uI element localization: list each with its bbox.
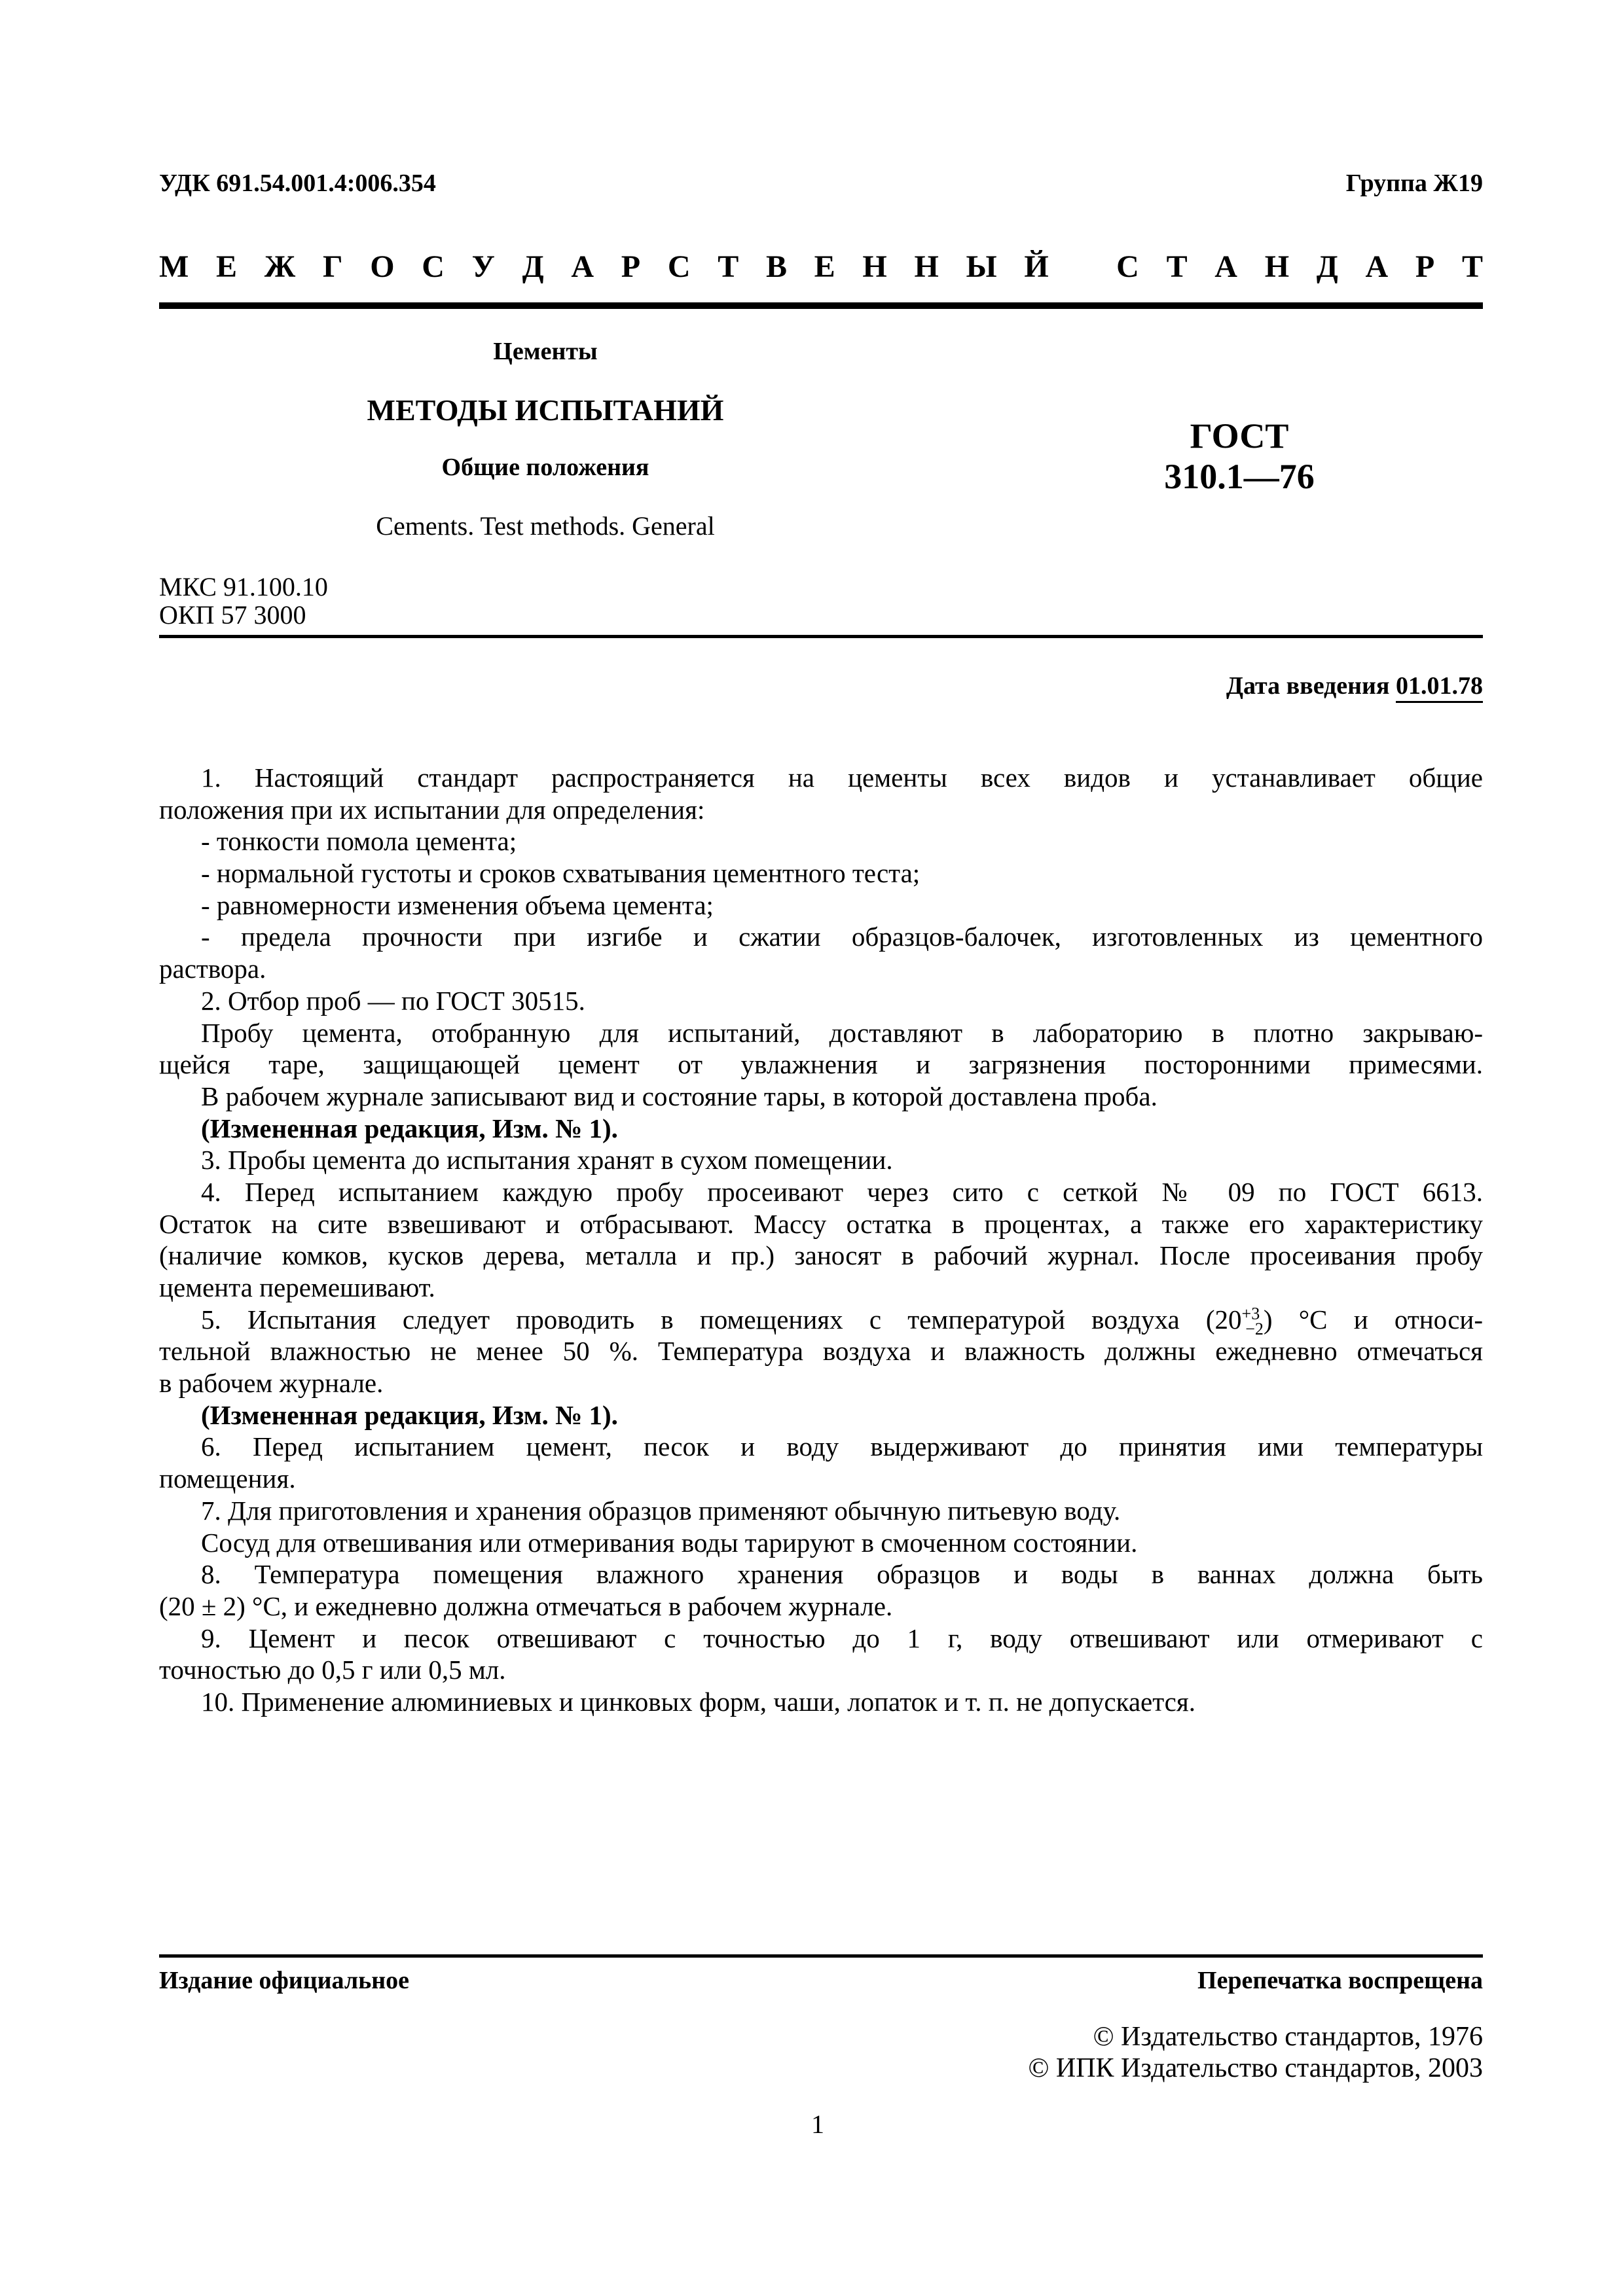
body-line: положения при их испытании для определения: (159, 794, 705, 825)
body-line: цемента перемешивают. (159, 1272, 435, 1302)
banner-letter: Й (1024, 249, 1049, 284)
banner-letter: Н (914, 249, 939, 284)
banner-gap (1076, 249, 1089, 285)
reprint-note: Перепечатка воспрещена (1197, 1967, 1483, 1994)
body-line (159, 1304, 1483, 1336)
body-line: 2. Отбор проб — по ГОСТ 30515. (201, 985, 585, 1016)
body-line: Остаток на сите взвешивают и отбрасывают. Массу остатка в процентах, а также его характеристику (159, 1208, 1483, 1239)
header-rule (159, 302, 1483, 309)
body-line: тельной влажностью не менее 50 %. Температура воздуха и влажность должны ежедневно отмечаться (159, 1336, 1483, 1367)
mks-code: МКС 91.100.10 (159, 572, 328, 601)
body-line: В рабочем журнале записывают вид и состояние тары, в которой доставлена проба. (201, 1081, 1158, 1111)
tolerance-plus: +3 (1241, 1304, 1260, 1323)
gost-label: ГОСТ (1190, 416, 1289, 456)
body-line: Сосуд для отвешивания или отмеривания воды тарируют в смоченном состоянии. (201, 1527, 1138, 1558)
title-rule (159, 635, 1483, 638)
interstate-standard-banner (159, 249, 1483, 285)
line-text: 5. Испытания следует проводить в помещениях с температурой воздуха (20 (201, 1304, 1242, 1335)
body-line: 4. Перед испытанием каждую пробу просеивают через сито с сеткой № 09 по ГОСТ 6613. (201, 1176, 1483, 1207)
udk-code: УДК 691.54.001.4:006.354 (159, 170, 436, 197)
banner-letter: У (471, 249, 495, 284)
body-line: (наличие комков, кусков дерева, металла и пр.) заносят в рабочий журнал. После просеивания пробу (159, 1240, 1483, 1271)
banner-letter: Д (1316, 249, 1338, 284)
tolerance-minus: −2 (1245, 1319, 1264, 1338)
banner-letter: О (370, 249, 395, 284)
body-line: 9. Цемент и песок отвешивают с точностью до 1 г, воду отвешивают или отмеривают с (201, 1623, 1483, 1653)
edition-note: Издание официальное (159, 1967, 410, 1994)
banner-letter: А (1365, 249, 1389, 284)
body-line: 10. Применение алюминиевых и цинковых форм, чаши, лопаток и т. п. не допускается. (201, 1686, 1195, 1717)
copyright-2003: © ИПК Издательство стандартов, 2003 (1028, 2053, 1483, 2083)
date-value: 01.01.78 (1396, 672, 1483, 703)
banner-letter: А (571, 249, 594, 284)
body-line: - тонкости помола цемента; (201, 826, 517, 857)
document-body (159, 762, 1483, 1718)
date-label: Дата введения (1226, 672, 1390, 700)
banner-letter: С (1116, 249, 1139, 284)
body-line: 6. Перед испытанием цемент, песок и воду выдерживают до принятия ими температуры (201, 1431, 1483, 1462)
tolerance (1241, 1304, 1264, 1338)
body-line: раствора. (159, 954, 266, 984)
banner-letter: Т (1166, 249, 1188, 284)
body-line: - предела прочности при изгибе и сжатии образцов-балочек, изготовленных из цементного (201, 922, 1483, 952)
body-line: (20 ± 2) °С, и ежедневно должна отмечаться в рабочем журнале. (159, 1590, 893, 1621)
body-line: 3. Пробы цемента до испытания хранят в сухом помещении. (201, 1145, 893, 1175)
banner-letter: М (159, 249, 189, 284)
group-code: Группа Ж19 (1345, 170, 1483, 197)
main-title: МЕТОДЫ ИСПЫТАНИЙ (367, 393, 724, 427)
amendment-note: (Измененная редакция, Изм. № 1). (201, 1113, 618, 1143)
banner-letter: Г (322, 249, 343, 284)
body-line: 8. Температура помещения влажного хранения образцов и воды в ваннах должна быть (201, 1559, 1483, 1590)
banner-letter: Н (1264, 249, 1290, 284)
okp-code: ОКП 57 3000 (159, 600, 306, 630)
page-number: 1 (811, 2109, 824, 2139)
body-line: Пробу цемента, отобранную для испытаний, доставляют в лабораторию в плотно закрываю- (201, 1017, 1483, 1048)
subject-title: Цементы (493, 338, 598, 365)
body-line: 1. Настоящий стандарт распространяется на цементы всех видов и устанавливает общие (201, 762, 1483, 793)
body-line: - равномерности изменения объема цемента; (201, 889, 714, 920)
amendment-note: (Измененная редакция, Изм. № 1). (201, 1399, 618, 1430)
banner-letter: Т (718, 249, 739, 284)
banner-letter: Т (1461, 249, 1483, 284)
copyright-1976: © Издательство стандартов, 1976 (1093, 2022, 1483, 2052)
body-line: щейся таре, защищающей цемент от увлажнения и загрязнения посторонними примесями. (159, 1049, 1483, 1080)
body-line: помещения. (159, 1463, 296, 1494)
body-line: - нормальной густоты и сроков схватывания цементного теста; (201, 858, 921, 889)
line-text: ) °С и относи- (1263, 1304, 1483, 1335)
banner-letter: В (765, 249, 787, 284)
banner-letter: Р (1415, 249, 1435, 284)
introduction-date (1226, 672, 1483, 700)
banner-letter: Н (862, 249, 887, 284)
gost-number: 310.1—76 (1164, 457, 1315, 496)
banner-letter: С (422, 249, 445, 284)
banner-letter: Е (814, 249, 835, 284)
english-title: Cements. Test methods. General (376, 511, 715, 541)
banner-letter: Д (522, 249, 544, 284)
banner-letter: С (667, 249, 691, 284)
body-line: точностью до 0,5 г или 0,5 мл. (159, 1655, 506, 1685)
body-line: в рабочем журнале. (159, 1368, 384, 1399)
sub-title: Общие положения (441, 454, 649, 481)
banner-letter: Р (621, 249, 641, 284)
banner-letter: Ж (264, 249, 296, 284)
banner-letter: А (1214, 249, 1237, 284)
footer-rule (159, 1954, 1483, 1958)
body-line: 7. Для приготовления и хранения образцов применяют обычную питьевую воду. (201, 1495, 1121, 1526)
banner-letter: Ы (966, 249, 997, 284)
banner-letter: Е (216, 249, 238, 284)
